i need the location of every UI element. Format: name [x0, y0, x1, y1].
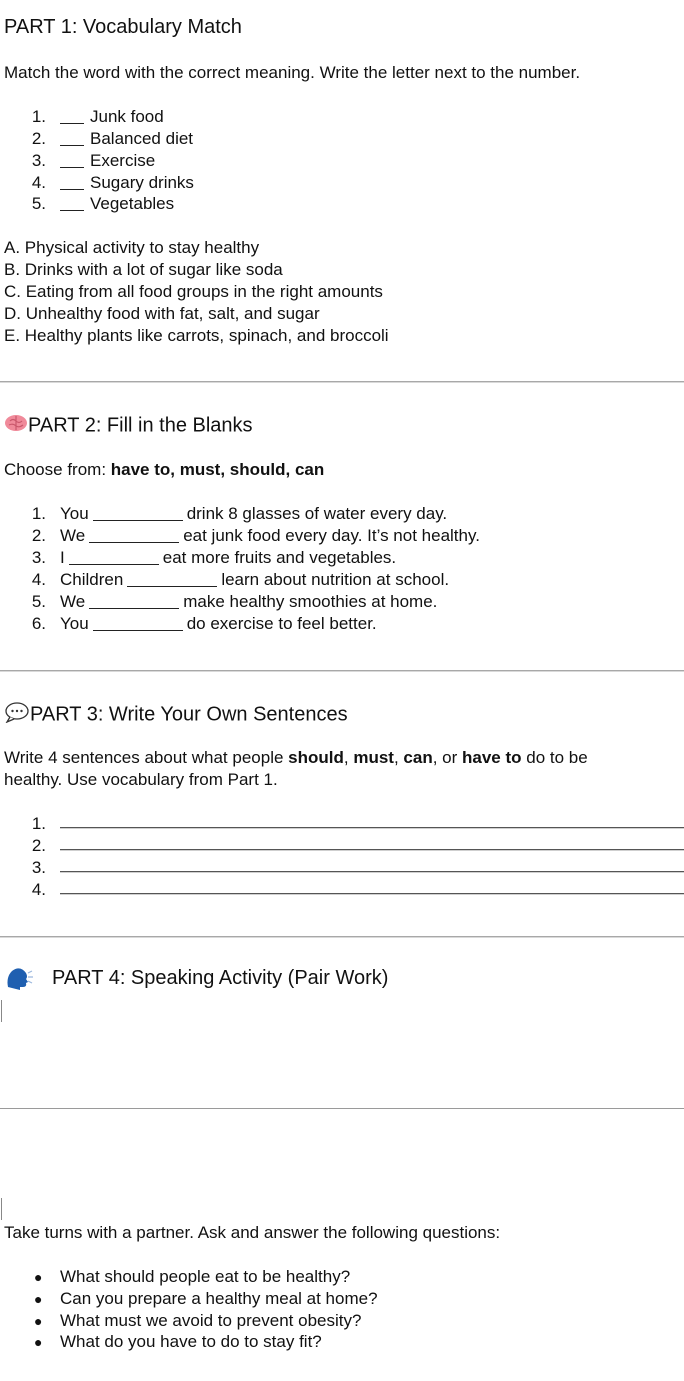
part3-instructions-line2: healthy. Use vocabulary from Part 1.	[4, 770, 278, 789]
list-item: 5. We make healthy smoothies at home.	[31, 592, 438, 611]
list-item: 3. I eat more fruits and vegetables.	[31, 548, 397, 567]
answer-blank[interactable]	[60, 189, 84, 190]
line-number: 1.	[31, 814, 46, 833]
answer-blank[interactable]	[60, 210, 84, 211]
modal-word-list: have to, must, should, can	[110, 460, 325, 479]
answer-blank[interactable]	[127, 586, 217, 587]
bullet: ●	[34, 1269, 43, 1285]
list-item: 3. Exercise	[31, 151, 156, 170]
writing-line[interactable]	[60, 827, 684, 829]
text-cursor-mark	[1, 1000, 2, 1022]
answer-blank[interactable]	[93, 520, 183, 521]
answer-blank[interactable]	[89, 608, 179, 609]
writing-line[interactable]	[60, 849, 684, 851]
line-number: 2.	[31, 836, 46, 855]
meaning-item: C. Eating from all food groups in the right amounts	[4, 282, 383, 301]
list-item: 5. Vegetables	[31, 194, 175, 213]
list-item: 1. Junk food	[31, 107, 164, 126]
list-item: What must we avoid to prevent obesity?	[60, 1311, 362, 1330]
part2-choose: Choose from: have to, must, should, can	[4, 460, 325, 479]
part1-title: PART 1: Vocabulary Match	[4, 16, 242, 38]
answer-blank[interactable]	[89, 542, 179, 543]
answer-blank[interactable]	[69, 564, 159, 565]
section-divider	[0, 670, 684, 672]
brain-icon	[4, 413, 28, 439]
list-item: 6. You do exercise to feel better.	[31, 614, 377, 633]
speaking-head-icon	[4, 965, 34, 996]
section-divider	[0, 381, 684, 383]
part4-instructions: Take turns with a partner. Ask and answer the following questions:	[4, 1223, 501, 1242]
bullet: ●	[34, 1313, 43, 1329]
meaning-item: B. Drinks with a lot of sugar like soda	[4, 260, 283, 279]
meaning-item: A. Physical activity to stay healthy	[4, 238, 260, 257]
line-number: 3.	[31, 858, 46, 877]
answer-blank[interactable]	[60, 167, 84, 168]
list-item: 4. Sugary drinks	[31, 173, 194, 192]
section-divider	[0, 1108, 684, 1109]
answer-blank[interactable]	[93, 630, 183, 631]
writing-line[interactable]	[60, 871, 684, 873]
part3-instructions: Write 4 sentences about what people should, must, can, or have to do to be	[4, 748, 588, 767]
list-item: What should people eat to be healthy?	[60, 1267, 351, 1286]
answer-blank[interactable]	[60, 145, 84, 146]
meaning-item: D. Unhealthy food with fat, salt, and sugar	[4, 304, 320, 323]
line-number: 4.	[31, 880, 46, 899]
writing-line[interactable]	[60, 893, 684, 895]
meaning-item: E. Healthy plants like carrots, spinach, and broccoli	[4, 326, 389, 345]
bullet: ●	[34, 1291, 43, 1307]
list-item: Can you prepare a healthy meal at home?	[60, 1289, 378, 1308]
list-item: 2. We eat junk food every day. It’s not healthy.	[31, 526, 480, 545]
part3-title: PART 3: Write Your Own Sentences	[30, 703, 348, 726]
bullet: ●	[34, 1334, 43, 1350]
text-cursor-mark	[1, 1198, 2, 1220]
answer-blank[interactable]	[60, 123, 84, 124]
part2-title: PART 2: Fill in the Blanks	[28, 414, 253, 437]
speech-bubble-icon	[4, 701, 30, 729]
part4-title: PART 4: Speaking Activity (Pair Work)	[52, 967, 389, 989]
part3-heading	[4, 701, 348, 729]
part1-instructions: Match the word with the correct meaning. Write the letter next to the number.	[4, 63, 581, 82]
part2-heading	[4, 413, 253, 439]
section-divider	[0, 936, 684, 938]
list-item: 1. You drink 8 glasses of water every day.	[31, 504, 448, 523]
list-item: 2. Balanced diet	[31, 129, 194, 148]
list-item: 4. Children learn about nutrition at school.	[31, 570, 450, 589]
list-item: What do you have to do to stay fit?	[60, 1332, 322, 1351]
